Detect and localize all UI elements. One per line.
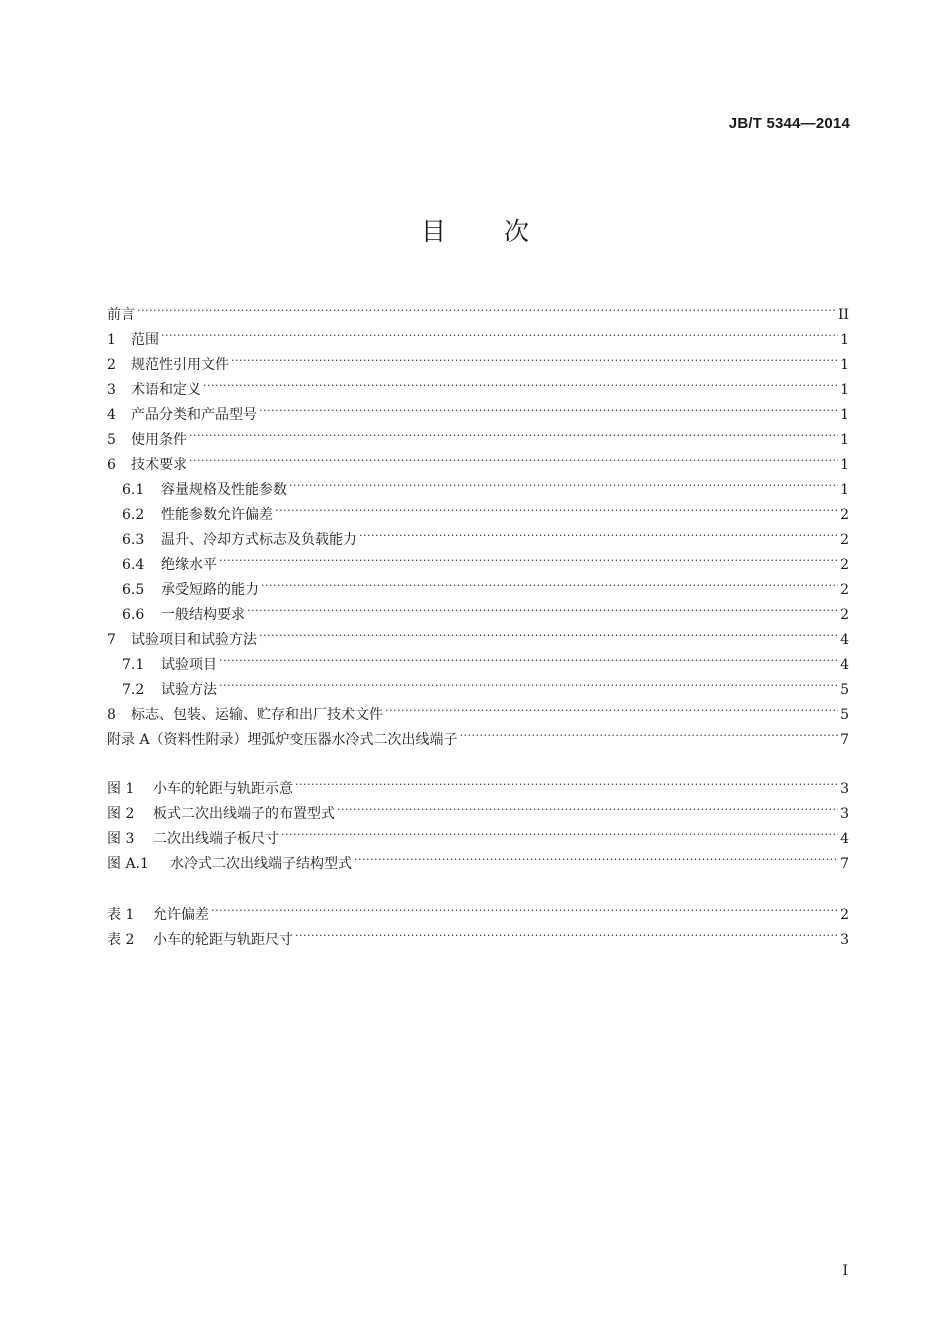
toc-entry-number: 6.3 [122, 532, 145, 548]
toc-entry-label: 试验项目和试验方法 [131, 632, 257, 648]
toc-leader-dots [259, 619, 838, 644]
toc-main-list [107, 294, 849, 748]
toc-entry-page: 2 [840, 582, 849, 598]
toc-figure-number: 图 2 [107, 806, 135, 822]
toc-entry-page: 1 [840, 357, 849, 373]
toc-leader-dots [281, 818, 838, 843]
toc-entry-label: 试验项目 [161, 657, 217, 673]
toc-entry-5[interactable] [107, 419, 849, 448]
toc-figure-label: 二次出线端子板尺寸 [153, 831, 279, 847]
toc-leader-dots [219, 669, 838, 694]
standard-code: JB/T 5344—2014 [728, 115, 850, 132]
toc-entry-page: 2 [840, 557, 849, 573]
toc-entry-label: 性能参数允许偏差 [161, 507, 273, 523]
toc-entry-label: 绝缘水平 [161, 557, 217, 573]
toc-leader-dots [359, 519, 838, 544]
toc-entry-label: 范围 [131, 332, 159, 348]
toc-entry-number: 3 [107, 382, 116, 398]
toc-entry-label: 使用条件 [131, 432, 187, 448]
page-number: I [842, 1263, 848, 1279]
toc-entry-6[interactable] [107, 444, 849, 473]
toc-entry-label: 一般结构要求 [161, 607, 245, 623]
toc-entry-page: 7 [840, 732, 849, 748]
toc-entry-label: 前言 [107, 307, 135, 323]
toc-leader-dots [295, 768, 838, 793]
toc-entry-number: 2 [107, 357, 116, 373]
toc-figure-page: 7 [840, 856, 849, 872]
toc-figure-number: 图 3 [107, 831, 135, 847]
toc-leader-dots [231, 344, 838, 369]
toc-entry-page: 4 [840, 657, 849, 673]
toc-entry-number: 5 [107, 432, 116, 448]
page-title [0, 212, 950, 248]
toc-entry-page: 2 [840, 532, 849, 548]
toc-leader-dots [295, 919, 838, 944]
toc-table-label: 小车的轮距与轨距尺寸 [153, 932, 293, 948]
toc-figures-list [107, 768, 849, 872]
toc-entry-7-2[interactable] [107, 669, 849, 698]
toc-figure-number: 图 A.1 [107, 856, 149, 872]
toc-entry-2[interactable] [107, 344, 849, 373]
toc-figure-label: 板式二次出线端子的布置型式 [153, 806, 335, 822]
toc-leader-dots [219, 544, 838, 569]
toc-leader-dots [385, 694, 838, 719]
toc-entry-number: 7.2 [122, 682, 145, 698]
toc-table-1[interactable] [107, 894, 849, 923]
toc-figure-page: 3 [840, 806, 849, 822]
toc-leader-dots [337, 793, 838, 818]
toc-entry-8[interactable] [107, 694, 849, 723]
toc-table-label: 允许偏差 [153, 907, 209, 923]
toc-entry-page: 5 [840, 682, 849, 698]
toc-entry-page: 1 [840, 407, 849, 423]
toc-entry-label: 承受短路的能力 [161, 582, 259, 598]
toc-figure-1[interactable] [107, 768, 849, 797]
toc-entry-number: 7.1 [122, 657, 145, 673]
page-title-char-1: 目 [420, 217, 446, 246]
toc-table-page: 2 [840, 907, 849, 923]
toc-figure-page: 4 [840, 831, 849, 847]
toc-entry-foreword[interactable] [107, 294, 849, 323]
toc-entry-label: 术语和定义 [131, 382, 201, 398]
toc-leader-dots [161, 319, 838, 344]
toc-entry-page: 5 [840, 707, 849, 723]
toc-entry-page: 2 [840, 607, 849, 623]
toc-entry-7-1[interactable] [107, 644, 849, 673]
toc-leader-dots [137, 294, 836, 319]
toc-leader-dots [289, 469, 838, 494]
toc-entry-6-5[interactable] [107, 569, 849, 598]
toc-entry-6-4[interactable] [107, 544, 849, 573]
toc-entry-label: 附录 A（资料性附录）埋弧炉变压器水冷式二次出线端子 [107, 732, 458, 748]
toc-entry-number: 8 [107, 707, 116, 723]
toc-leader-dots [203, 369, 838, 394]
toc-entry-1[interactable] [107, 319, 849, 348]
toc-entry-number: 1 [107, 332, 116, 348]
toc-entry-number: 6.2 [122, 507, 145, 523]
toc-entry-page: 4 [840, 632, 849, 648]
toc-leader-dots [219, 644, 838, 669]
toc-figure-label: 水冷式二次出线端子结构型式 [170, 856, 352, 872]
toc-entry-number: 4 [107, 407, 116, 423]
toc-entry-label: 技术要求 [131, 457, 187, 473]
toc-leader-dots [354, 843, 838, 868]
toc-entry-number: 6.6 [122, 607, 145, 623]
toc-leader-dots [211, 894, 838, 919]
toc-entry-number: 6.5 [122, 582, 145, 598]
toc-entry-page: 1 [840, 432, 849, 448]
toc-entry-label: 温升、冷却方式标志及负载能力 [161, 532, 357, 548]
toc-entry-number: 6.4 [122, 557, 145, 573]
toc-entry-3[interactable] [107, 369, 849, 398]
toc-table-2[interactable] [107, 919, 849, 948]
toc-leader-dots [189, 444, 838, 469]
toc-entry-page: 1 [840, 332, 849, 348]
toc-entry-page: 1 [840, 482, 849, 498]
toc-figure-page: 3 [840, 781, 849, 797]
toc-leader-dots [247, 594, 838, 619]
toc-entry-page: 1 [840, 457, 849, 473]
toc-entry-4[interactable] [107, 394, 849, 423]
toc-entry-number: 7 [107, 632, 116, 648]
toc-figure-number: 图 1 [107, 781, 135, 797]
toc-entry-6-1[interactable] [107, 469, 849, 498]
toc-table-page: 3 [840, 932, 849, 948]
toc-entry-label: 容量规格及性能参数 [161, 482, 287, 498]
toc-leader-dots [259, 394, 838, 419]
toc-entry-label: 试验方法 [161, 682, 217, 698]
toc-table-number: 表 2 [107, 932, 135, 948]
toc-entry-page: 2 [840, 507, 849, 523]
toc-entry-page: 1 [840, 382, 849, 398]
toc-leader-dots [189, 419, 838, 444]
toc-entry-label: 标志、包装、运输、贮存和出厂技术文件 [131, 707, 383, 723]
toc-entry-label: 产品分类和产品型号 [131, 407, 257, 423]
toc-table-number: 表 1 [107, 907, 135, 923]
toc-leader-dots [460, 719, 839, 744]
toc-entry-number: 6 [107, 457, 116, 473]
toc-tables-list [107, 894, 849, 948]
toc-figure-label: 小车的轮距与轨距示意 [153, 781, 293, 797]
toc-leader-dots [261, 569, 838, 594]
toc-entry-label: 规范性引用文件 [131, 357, 229, 373]
page-title-char-2: 次 [504, 217, 530, 246]
toc-entry-number: 6.1 [122, 482, 145, 498]
toc-leader-dots [275, 494, 838, 519]
toc-entry-page: II [837, 307, 849, 323]
